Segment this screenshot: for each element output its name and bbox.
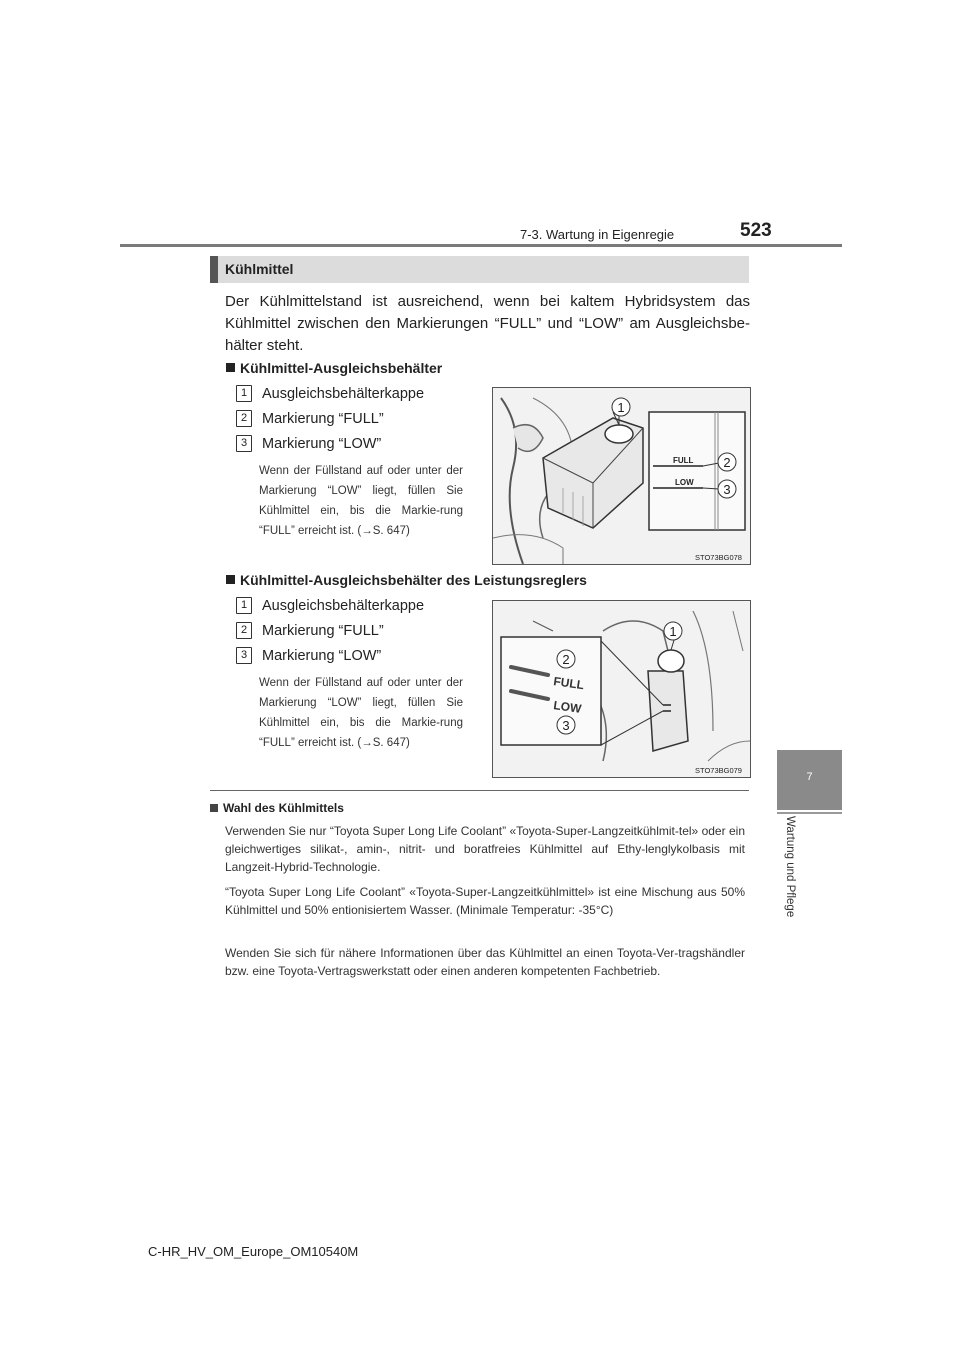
chapter-tab-number: 7 (806, 771, 813, 783)
reservoir2-heading-text: Kühlmittel-Ausgleichsbehälter des Leistungsreglers (240, 572, 587, 588)
reservoir1-note: Wenn der Füllstand auf oder unter der Markierung “LOW” liegt, füllen Sie Kühlmittel ein, bis die Markie-rung “FULL” erreicht ist. (→S. 647) (259, 465, 463, 537)
coolant-choice-paragraph-2: “Toyota Super Long Life Coolant” «Toyota-Super-Langzeitkühlmittel» ist eine Mischung aus 50% Kühlmittel und 50% entionisiertem Wasser. (Minimale Temperatur: -35°C) (225, 885, 745, 917)
chapter-tab-label-text: Wartung und Pflege (784, 816, 796, 918)
section-title-accent (210, 256, 218, 283)
bullet-square-icon (226, 575, 235, 584)
figure-mark-low: LOW (675, 478, 694, 487)
item-label: Markierung “LOW” (262, 648, 382, 664)
header-rule (120, 244, 842, 247)
reservoir2-item-2 (236, 622, 384, 639)
callout-number: 2 (236, 410, 252, 427)
callout-3: 3 (723, 482, 731, 497)
reservoir2-note: Wenn der Füllstand auf oder unter der Markierung “LOW” liegt, füllen Sie Kühlmittel ein, bis die Markie-rung “FULL” erreicht ist. (→S. 647) (259, 677, 463, 749)
callout-3: 3 (562, 718, 570, 733)
reservoir1-item-3 (236, 435, 381, 452)
bullet-square-icon (210, 804, 218, 812)
chapter-tab-rule (777, 812, 842, 814)
callout-1: 1 (669, 624, 677, 639)
figure-mark-full: FULL (673, 456, 694, 465)
figure-code: STO73BG078 (695, 553, 742, 562)
coolant-choice-paragraph-3: Wenden Sie sich für nähere Informationen über das Kühlmittel an einen Toyota-Ver-tragshändler bzw. eine Toyota-Vertragswerkstatt oder einen anderen kompetenten Fachbetrieb. (225, 946, 745, 978)
item-label: Markierung “FULL” (262, 623, 384, 639)
callout-number: 3 (236, 647, 252, 664)
item-label: Markierung “LOW” (262, 436, 382, 452)
reservoir2-illustration (492, 600, 751, 778)
callout-2: 2 (723, 455, 731, 470)
callout-2: 2 (562, 652, 570, 667)
callout-number: 2 (236, 622, 252, 639)
reservoir2-item-3 (236, 647, 381, 664)
reservoir1-item-1 (236, 385, 424, 402)
item-label: Ausgleichsbehälterkappe (262, 598, 425, 614)
bullet-square-icon (226, 363, 235, 372)
running-header-section: 7-3. Wartung in Eigenregie (520, 227, 675, 242)
callout-number: 1 (236, 597, 252, 614)
figure-code: STO73BG079 (695, 766, 742, 775)
page-number: 523 (740, 220, 772, 241)
callout-number: 3 (236, 435, 252, 452)
callout-1: 1 (617, 400, 625, 415)
figure-mark-full: FULL (552, 674, 585, 693)
reservoir1-heading (226, 360, 442, 376)
document-id-footer: C-HR_HV_OM_Europe_OM10540M (148, 1244, 359, 1259)
section-separator (210, 790, 749, 791)
callout-number: 1 (236, 385, 252, 402)
coolant-choice-heading (210, 801, 344, 815)
reservoir1-item-2 (236, 410, 384, 427)
coolant-choice-paragraph-1: Verwenden Sie nur “Toyota Super Long Life Coolant” «Toyota-Super-Langzeitkühlmit-tel» oder ein gleichwertiges silikat-, amin-, nitrit- und boratfreies Kühlmittel auf Ethy-lenglykolbasis mit Langzeit-Hybrid-Technologie. (225, 824, 745, 874)
reservoir2-heading (226, 572, 587, 588)
item-label: Markierung “FULL” (262, 411, 384, 427)
item-label: Ausgleichsbehälterkappe (262, 386, 425, 402)
figure-mark-low: LOW (552, 698, 583, 716)
reservoir2-item-1 (236, 597, 424, 614)
reservoir1-illustration (492, 387, 751, 565)
coolant-choice-heading-text: Wahl des Kühlmittels (223, 801, 344, 815)
intro-paragraph: Der Kühlmittelstand ist ausreichend, wenn bei kaltem Hybridsystem das Kühlmittel zwischen den Markierungen “FULL” und “LOW” am Ausgleichsbe-hälter steht. (225, 293, 750, 354)
chapter-tab-label (780, 816, 804, 936)
section-title: Kühlmittel (225, 261, 294, 277)
reservoir1-heading-text: Kühlmittel-Ausgleichsbehälter (240, 360, 443, 376)
